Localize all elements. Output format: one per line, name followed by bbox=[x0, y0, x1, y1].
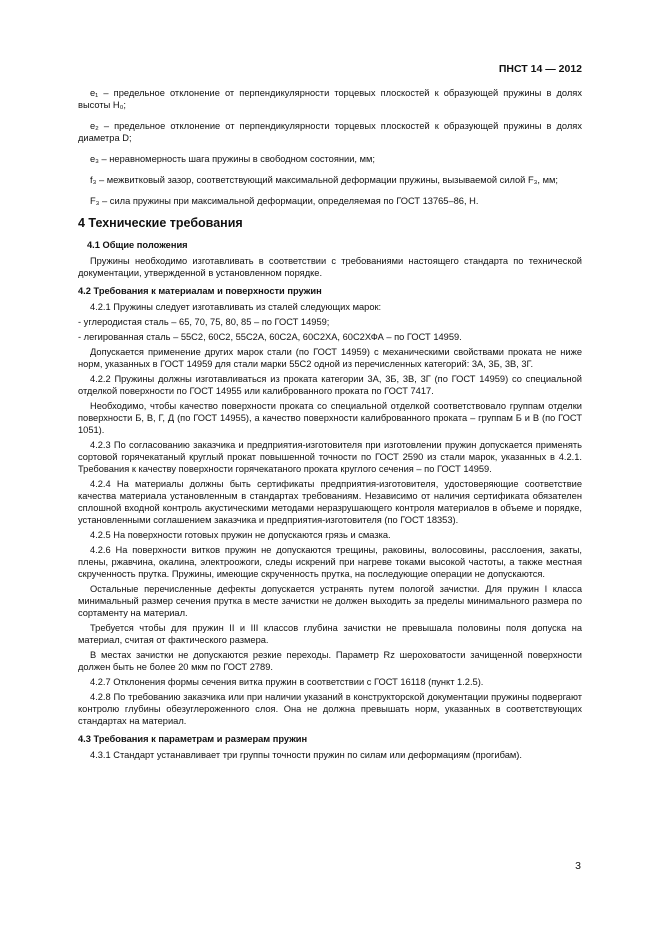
paragraph-4-3-1: 4.3.1 Стандарт устанавливает три группы точности пружин по силам или деформациям (прогибам). bbox=[90, 750, 522, 760]
page-body bbox=[78, 87, 582, 764]
paragraph-defects-removal: Остальные перечисленные дефекты допускается устранять путем пологой зачистки. Для пружин I класса минимальный размер сечения прутка в месте зачистки не должен выходить за пределы минимального размера по сортаменту на материал. bbox=[78, 584, 582, 618]
page-number: 3 bbox=[575, 860, 581, 872]
definition-e2: e₂ – предельное отклонение от перпендикулярности торцевых плоскостей к образующей пружины в долях диаметра D; bbox=[78, 121, 582, 143]
section-4-3-heading: 4.3 Требования к параметрам и размерам пружин bbox=[78, 734, 308, 744]
definition-F3: F₃ – сила пружины при максимальной деформации, определяемая по ГОСТ 13765–86, Н. bbox=[90, 196, 479, 206]
paragraph-4-2-5: 4.2.5 На поверхности готовых пружин не допускаются грязь и смазка. bbox=[90, 530, 391, 540]
paragraph-other-grades: Допускается применение других марок стали (по ГОСТ 14959) с механическими свойствами проката не ниже норм, указанных в ГОСТ 14959 для стали марки 55С2 одной из перечисленных категорий: 3А, 3Б, 3В, 3Г. bbox=[78, 347, 582, 369]
paragraph-4-2-3: 4.2.3 По согласованию заказчика и предприятия-изготовителя при изготовлении пружин допускается применять сортовой горячекатаный круглый прокат повышенной точности по ГОСТ 2590 из стали марок, указанных в 4.2.1. Требования к качеству поверхности горячекатаного проката круглого сечения – по ГОСТ 14959. bbox=[78, 440, 582, 474]
running-header: ПНСТ 14 — 2012 bbox=[498, 63, 582, 75]
paragraph-4-2-1: 4.2.1 Пружины следует изготавливать из сталей следующих марок: bbox=[90, 302, 382, 312]
paragraph-4-2-2: 4.2.2 Пружины должны изготавливаться из проката категории 3А, 3Б, 3В, 3Г (по ГОСТ 14959) со специальной отделкой поверхности по ГОСТ 14955 или калиброванного проката по ГОСТ 7417. bbox=[78, 374, 582, 396]
definition-f3: f₃ – межвитковый зазор, соответствующий максимальной деформации пружины, вызываемой силой F₃, мм; bbox=[90, 175, 558, 185]
definition-e3: e₃ – неравномерность шага пружины в свободном состоянии, мм; bbox=[90, 154, 375, 164]
list-item-alloy-steel: - легированная сталь – 55С2, 60С2, 55С2А, 60С2А, 60С2ХА, 60С2ХФА – по ГОСТ 14959. bbox=[78, 332, 462, 342]
paragraph-4-2-7: 4.2.7 Отклонения формы сечения витка пружин в соответствии с ГОСТ 16118 (пункт 1.2.5). bbox=[90, 677, 484, 687]
paragraph-4-2-8: 4.2.8 По требованию заказчика или при наличии указаний в конструкторской документации пружины подвергают контролю глубины обезуглероженного слоя. Она не должна превышать норм, указанных в соответствующих стандартах на материал. bbox=[78, 692, 582, 726]
section-4-1-heading: 4.1 Общие положения bbox=[87, 240, 188, 250]
paragraph-class-2-3: Требуется чтобы для пружин II и III классов глубина зачистки не превышала половины поля допуска на материал, считая от фактического размера. bbox=[78, 623, 582, 645]
list-item-carbon-steel: - углеродистая сталь – 65, 70, 75, 80, 85 – по ГОСТ 14959; bbox=[78, 317, 330, 327]
section-4-1-text: Пружины необходимо изготавливать в соответствии с требованиями настоящего стандарта по технической документации, утвержденной в установленном порядке. bbox=[78, 256, 582, 278]
paragraph-4-2-6: 4.2.6 На поверхности витков пружин не допускаются трещины, раковины, волосовины, расслоения, закаты, плены, ржавчина, окалина, электроожоги, следы искрений при нагреве токами высокой частоты, а также местная скрученность прутка. Пружины, имеющие скрученность прутка, на последующие операции не допускаются. bbox=[78, 545, 582, 579]
definition-e1: e₁ – предельное отклонение от перпендикулярности торцевых плоскостей к образующей пружины в долях высоты H₀; bbox=[78, 88, 582, 110]
section-4-heading: 4 Технические требования bbox=[78, 216, 243, 230]
paragraph-4-2-4: 4.2.4 На материалы должны быть сертификаты предприятия-изготовителя, удостоверяющие соответствие качества материала установленным в стандартах требованиям. Независимо от наличия сертификата обязателен сплошной входной контроль акустическими методами неразрушающего контроля материалов в объеме и порядке, установленными соглашением заказчика и предприятия-изготовителя (по ГОСТ 18353). bbox=[78, 479, 582, 525]
section-4-2-heading: 4.2 Требования к материалам и поверхности пружин bbox=[78, 286, 322, 296]
paragraph-roughness: В местах зачистки не допускаются резкие переходы. Параметр Rz шероховатости зачищенной поверхности должен быть не более 20 мкм по ГОСТ 2789. bbox=[78, 650, 582, 672]
paragraph-surface-quality: Необходимо, чтобы качество поверхности проката со специальной отделкой соответствовало группам отделки поверхности Б, В, Г, Д (по ГОСТ 14955), а качество поверхности калиброванного проката – группам Б и В (по ГОСТ 1051). bbox=[78, 401, 582, 435]
